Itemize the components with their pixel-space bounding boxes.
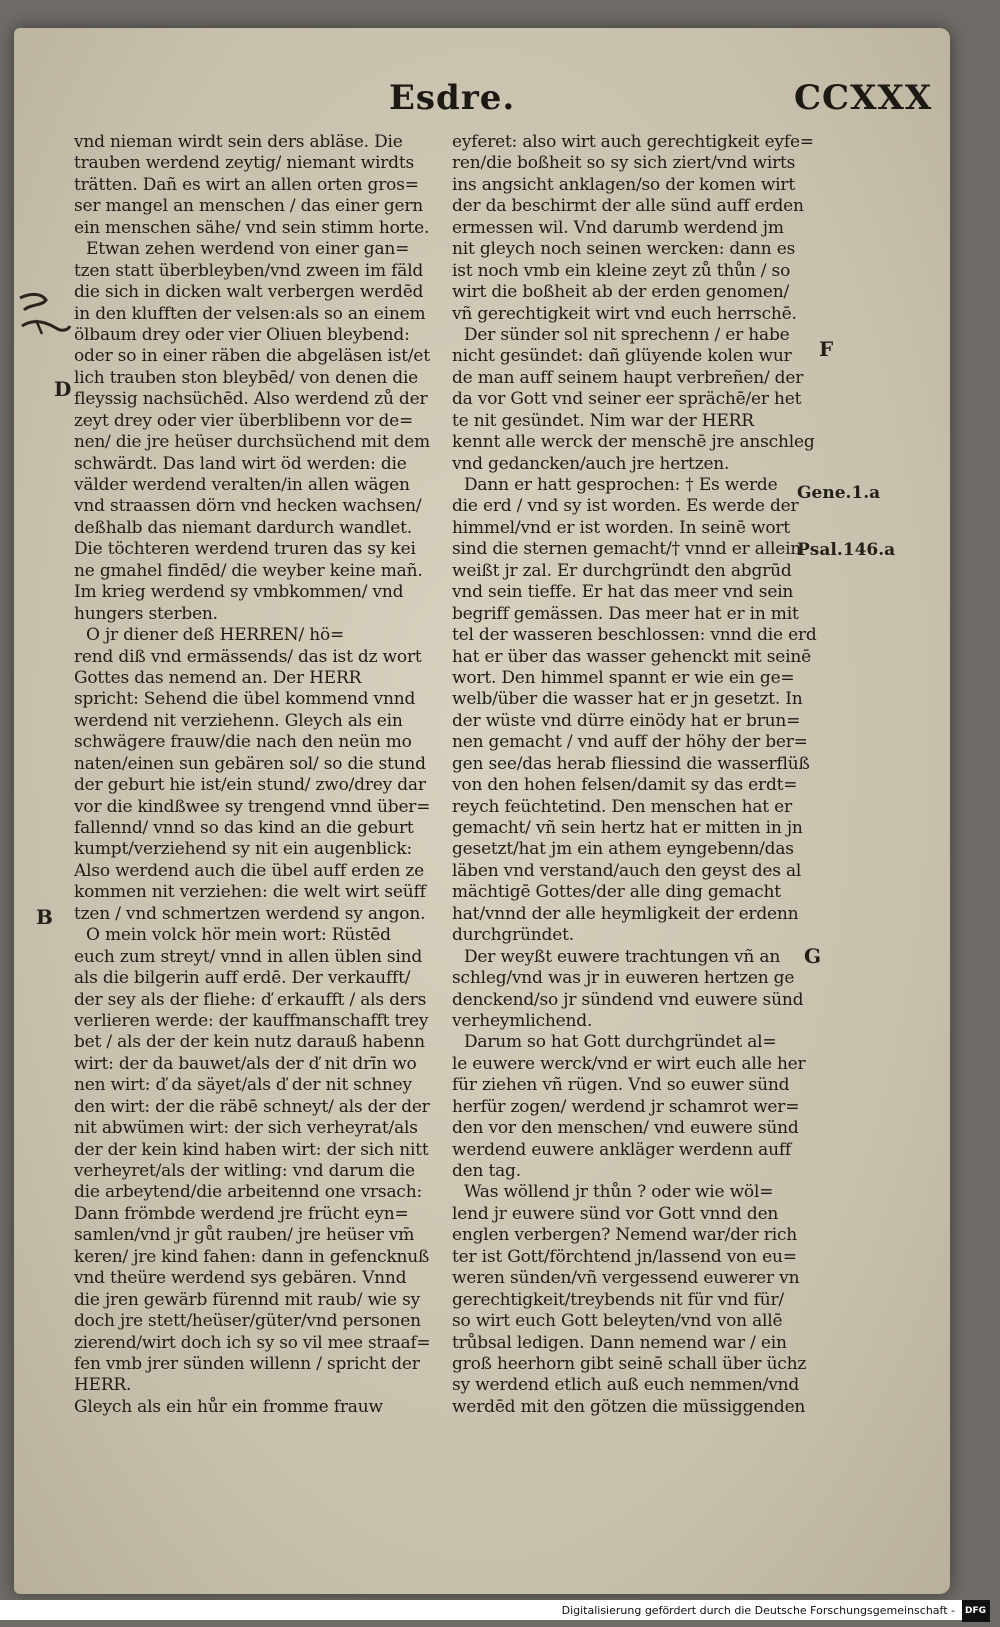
text-line: in den klufften der velsen:als so an einem (74, 303, 426, 324)
text-line: HERR. (74, 1375, 132, 1396)
text-line: den tag. (452, 1161, 521, 1181)
text-line: denckend/so jr sündend vnd euwere sünd (452, 989, 804, 1010)
text-line: der sey als der fliehe: ď erkaufft / als ders (74, 989, 427, 1010)
text-line: O mein volck hör mein wort: Rüstēd (86, 925, 391, 946)
text-line: ist noch vmb ein kleine zeyt zů thůn / so (452, 260, 791, 281)
text-line: fen vmb jrer sünden willenn / spricht der (74, 1353, 420, 1374)
text-line: spricht: Sehend die übel kommend vnnd (74, 689, 416, 710)
text-line: begriff gemässen. Das meer hat er in mit (452, 603, 799, 624)
text-line: gen see/das herab fliessind die wasserflüß (452, 753, 810, 774)
text-line: Dann frömbde werdend jre frücht eyn= (74, 1203, 409, 1224)
text-line: der geburt hie ist/ein stund/ zwo/drey dar (74, 775, 426, 796)
text-line: rend diß vnd ermässends/ das ist dz wort (74, 646, 422, 667)
text-line: vor die kindßwee sy trengend vnnd über= (74, 796, 431, 817)
text-line: lich trauben ston bleybēd/ von denen die (74, 367, 419, 388)
text-line: ser mangel an menschen / das einer gern (74, 196, 424, 217)
text-line: wirt: der da bauwet/als der ď nit drīn wo (74, 1053, 417, 1074)
text-line: Der weyßt euwere trachtungen vñ an (464, 946, 781, 967)
text-line: euch zum streyt/ vnnd in allen üblen sind (74, 946, 423, 967)
text-line: Darum so hat Gott durchgründet al= (464, 1032, 777, 1053)
text-line: die sich in dicken walt verbergen werdēd (74, 282, 424, 303)
text-line: samlen/vnd jr gůt rauben/ jre heüser vm̄ (74, 1225, 415, 1246)
text-line: hat er über das wasser gehenckt mit seinē (452, 646, 811, 667)
text-line: herfür zogen/ werdend jr schamrot wer= (452, 1096, 800, 1117)
text-line: Was wöllend jr thůn ? oder wie wöl= (464, 1182, 774, 1203)
text-line: englen verbergen? Nemend war/der rich (452, 1225, 798, 1246)
margin-reference-psalm: Psal.146.a (797, 540, 896, 560)
text-line: nen/ die jre heüser durchsüchend mit dem (74, 432, 430, 453)
text-line: bet / als der der kein nutz darauß habenn (74, 1032, 425, 1053)
text-line: trůbsal ledigen. Dann nemend war / ein (452, 1332, 787, 1353)
text-line: die jren gewärb fürennd mit raub/ wie sy (74, 1289, 421, 1310)
text-line: sy werdend etlich auß euch nemmen/vnd (452, 1375, 800, 1396)
text-line: Die töchteren werdend truren das sy kei (74, 539, 416, 560)
text-line: für ziehen vñ rügen. Vnd so euwer sünd (452, 1075, 790, 1096)
text-line: Der sünder sol nit sprechenn / er habe (464, 324, 790, 345)
text-line: zeyt drey oder vier überblibenn vor de= (74, 410, 414, 431)
text-line: välder werdend veralten/in allen wägen (74, 475, 410, 495)
text-line: vnd straassen dörn vnd hecken wachsen/ (74, 496, 422, 517)
text-line: weißt jr zal. Er durchgründt den abgrūd (452, 560, 792, 581)
text-line: verheyret/als der witling: vnd darum die (74, 1161, 415, 1181)
text-line: le euwere werck/vnd er wirt euch alle her (452, 1053, 806, 1074)
margin-letter-f: F (819, 337, 834, 361)
margin-letter-d: D (54, 377, 72, 401)
running-title: Esdre. (389, 78, 516, 118)
text-line: Im krieg werdend sy vmbkommen/ vnd (74, 582, 404, 603)
running-header (14, 78, 950, 120)
text-line: hat/vnnd der alle heymligkeit der erdenn (452, 903, 799, 924)
margin-letter-g: G (804, 944, 822, 968)
text-line: den vor den menschen/ vnd euwere sünd (452, 1118, 799, 1139)
text-line: kumpt/verziehend sy nit ein augenblick: (74, 839, 412, 860)
text-line: kennt alle werck der menschē jre anschleg (452, 432, 815, 453)
text-line: werdēd mit den götzen die müssiggenden (452, 1396, 806, 1417)
text-line: nen wirt: ď da säyet/als ď der nit schney (74, 1075, 412, 1096)
text-line: der da beschirmt der alle sünd auff erden (452, 196, 804, 217)
dfg-logo: DFG (962, 1600, 990, 1622)
text-line: Dann er hatt gesprochen: † Es werde (464, 475, 778, 495)
text-line: kommen nit verziehen: die welt wirt seüff (74, 882, 426, 903)
text-line: Also werdend auch die übel auff erden ze (74, 860, 425, 881)
text-line: schwärdt. Das land wirt öd werden: die (74, 453, 407, 474)
text-line: vnd gedancken/auch jre hertzen. (452, 453, 730, 474)
text-line: ne gmahel findēd/ die weyber keine mañ. (74, 560, 423, 581)
text-line: werdend nit verziehenn. Gleych als ein (74, 710, 403, 731)
text-line: der wüste vnd dürre einödy hat er brun= (452, 710, 801, 731)
text-line: lend jr euwere sünd vor Gott vnnd den (452, 1203, 779, 1224)
text-line: von den hohen felsen/damit sy das erdt= (452, 775, 798, 796)
text-line: ren/die boßheit so sy sich ziert/vnd wirts (452, 153, 796, 174)
text-line: vñ gerechtigkeit wirt vnd euch herrschē. (452, 303, 797, 324)
text-line: groß heerhorn gibt seinē schall über üchz (452, 1353, 807, 1374)
text-line: läben vnd verstand/auch den geyst des al (452, 860, 802, 881)
text-line: schwägere frauw/die nach den neün mo (74, 732, 412, 753)
text-line: sind die sternen gemacht/† vnnd er allein (452, 539, 802, 560)
book-page (14, 28, 950, 1594)
text-line: trätten. Dañ es wirt an allen orten gros= (74, 174, 419, 195)
text-line: werdend euwere ankläger werdenn auff (452, 1139, 792, 1160)
text-line: keren/ jre kind fahen: dann in gefencknuß (74, 1246, 430, 1267)
left-text-column (74, 132, 430, 1418)
text-line: vnd nieman wirdt sein ders abläse. Die (74, 132, 403, 152)
text-line: himmel/vnd er ist worden. In seinē wort (452, 517, 790, 538)
text-line: tzen / vnd schmertzen werdend sy angon. (74, 903, 426, 924)
text-line: oder so in einer räben die abgeläsen ist/et (74, 346, 430, 367)
right-text-column (452, 132, 824, 1418)
margin-letter-b: B (36, 905, 53, 929)
handwritten-marginal-mark (16, 290, 72, 340)
text-line: da vor Gott vnd seiner eer sprächē/er het (452, 389, 802, 410)
text-line: trauben werdend zeytig/ niemant wirdts (74, 153, 414, 174)
text-line: naten/einen sun gebären sol/ so die stund (74, 753, 426, 774)
text-line: eyferet: also wirt auch gerechtigkeit eyfe= (452, 132, 814, 152)
text-line: O jr diener deß HERREN/ hö= (86, 625, 345, 646)
text-line: Gottes das nemend an. Der HERR (74, 667, 362, 688)
text-line: die arbeytend/die arbeitennd one vrsach: (74, 1182, 422, 1203)
text-line: vnd sein tieffe. Er hat das meer vnd sein (452, 582, 794, 603)
text-line: gemacht/ vñ sein hertz hat er mitten in jn (452, 818, 803, 838)
text-line: nicht gesündet: dañ glüyende kolen wur (452, 346, 792, 367)
text-line: ein menschen sähe/ vnd sein stimm horte. (74, 217, 430, 238)
text-line: so wirt euch Gott beleyten/vnd von allē (452, 1311, 783, 1332)
text-line: reych feüchtetind. Den menschen hat er (452, 796, 792, 817)
text-line: deßhalb das niemant dardurch wandlet. (74, 517, 412, 538)
text-line: de man auff seinem haupt verbreñen/ der (452, 367, 804, 388)
margin-reference-genesis: Gene.1.a (797, 483, 881, 503)
text-line: fallennd/ vnnd so das kind an die geburt (74, 818, 414, 838)
text-line: tel der wasseren beschlossen: vnnd die erd (452, 625, 817, 646)
text-line: mächtigē Gottes/der alle ding gemacht (452, 882, 781, 903)
text-line: als die bilgerin auff erdē. Der verkaufft/ (74, 968, 411, 989)
text-line: verheymlichend. (452, 1010, 593, 1031)
text-line: tzen statt überbleyben/vnd zween im fäld (74, 260, 424, 281)
digitization-footer (0, 1600, 990, 1620)
text-line: Gleych als ein hůr ein fromme frauw (74, 1396, 383, 1417)
text-line: te nit gesündet. Nim war der HERR (452, 410, 754, 431)
text-line: ermessen wil. Vnd darumb werdend jm (452, 217, 784, 238)
text-line: zierend/wirt doch ich sy so vil mee straaf= (74, 1332, 431, 1353)
text-line: gerechtigkeit/treybends nit für vnd für/ (452, 1289, 784, 1310)
text-line: verlieren werde: der kauffmanschafft trey (74, 1010, 429, 1031)
footer-text: Digitalisierung gefördert durch die Deutsche Forschungsgemeinschaft - (561, 1604, 955, 1617)
text-line: wirt die boßheit ab der erden genomen/ (452, 282, 790, 303)
text-line: doch jre stett/heüser/güter/vnd personen (74, 1311, 421, 1332)
text-line: gesetzt/hat jm ein athem eyngebenn/das (452, 839, 794, 860)
text-line: nen gemacht / vnd auff der höhy der ber= (452, 732, 808, 753)
text-line: hungers sterben. (74, 603, 218, 624)
text-line: die erd / vnd sy ist worden. Es werde der (452, 496, 799, 517)
text-line: den wirt: der die räbē schneyt/ als der der (74, 1096, 430, 1117)
text-line: ter ist Gott/förchtend jn/lassend von eu= (452, 1246, 797, 1267)
text-line: nit gleych noch seinen wercken: dann es (452, 239, 796, 260)
text-line: wort. Den himmel spannt er wie ein ge= (452, 667, 795, 688)
folio-number: CCXXX (794, 78, 933, 118)
text-line: vnd theüre werdend sys gebären. Vnnd (74, 1268, 407, 1289)
text-line: der der kein kind haben wirt: der sich nitt (74, 1139, 429, 1160)
text-line: ölbaum drey oder vier Oliuen bleybend: (74, 324, 410, 345)
text-line: weren sünden/vñ vergessend euwerer vn (452, 1268, 800, 1289)
text-line: ins angsicht anklagen/so der komen wirt (452, 174, 795, 195)
text-line: fleyssig nachsüchēd. Also werdend zů der (74, 389, 428, 410)
text-line: nit abwümen wirt: der sich verheyrat/als (74, 1118, 418, 1139)
text-line: schleg/vnd was jr in euweren hertzen ge (452, 968, 795, 989)
text-line: durchgründet. (452, 925, 574, 946)
text-line: Etwan zehen werdend von einer gan= (86, 239, 410, 260)
text-line: welb/über die wasser hat er jn gesetzt. In (452, 689, 803, 710)
